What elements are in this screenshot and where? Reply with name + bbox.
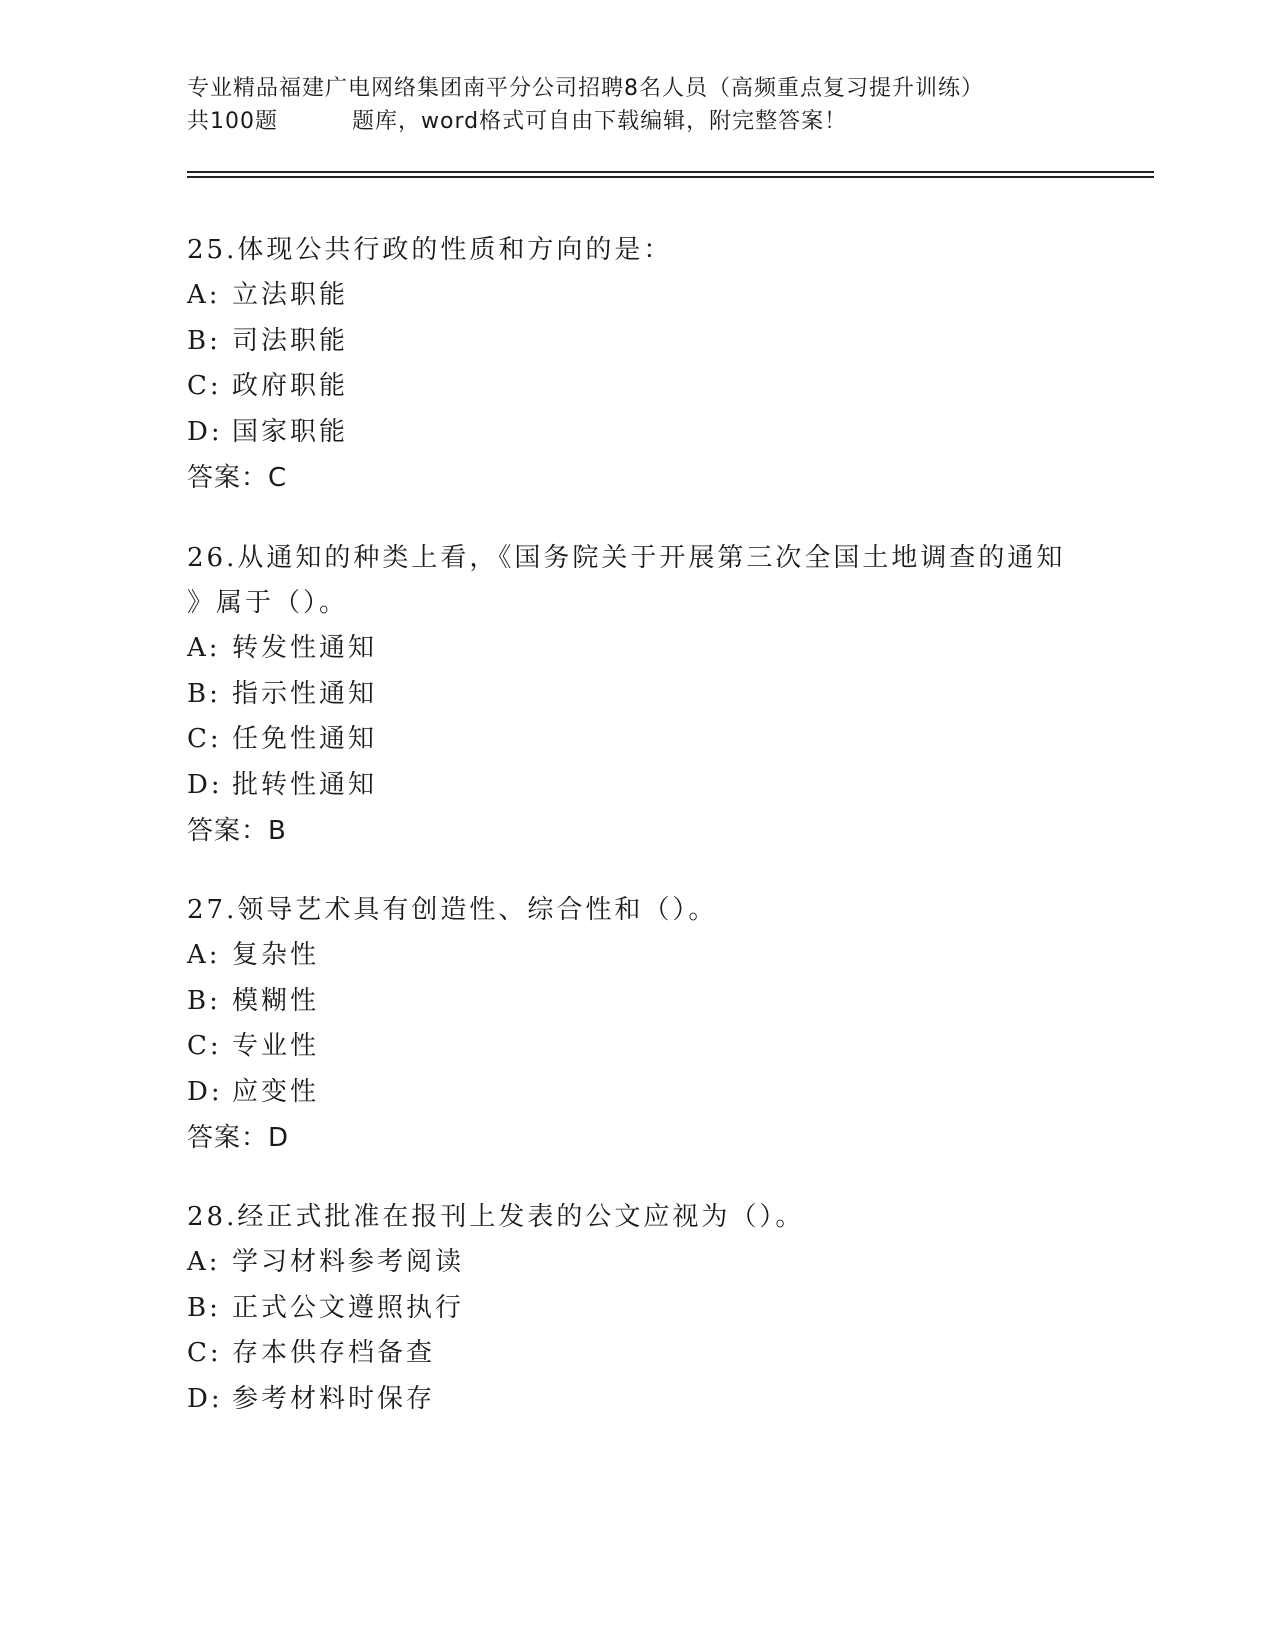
option-text: 学习材料参考阅读	[232, 1247, 465, 1277]
option-text: 存本供存档备查	[232, 1338, 436, 1368]
option-c	[187, 1024, 1087, 1070]
question-stem: 25.体现公共行政的性质和方向的是：	[187, 235, 673, 265]
option-key: A:	[187, 280, 221, 310]
option-text: 立法职能	[232, 280, 349, 310]
option-text: 参考材料时保存	[232, 1383, 436, 1414]
option-text: 转发性通知	[232, 633, 378, 663]
option-a	[187, 1240, 1087, 1286]
header-description: 题库，word格式可自由下载编辑，附完整答案！	[352, 109, 848, 134]
header-divider-bottom	[187, 176, 1154, 178]
header-subtitle-line	[187, 105, 1147, 138]
option-c	[187, 1331, 1087, 1377]
option-a	[187, 626, 1087, 672]
question-stem: 28.经正式批准在报刊上发表的公文应视为（）。	[187, 1202, 805, 1232]
option-key: C:	[187, 371, 222, 401]
answer: 答案：D	[187, 1123, 290, 1153]
question-25	[187, 228, 1087, 501]
option-text: 专业性	[232, 1031, 320, 1061]
option-key: C:	[187, 724, 222, 754]
option-d	[187, 763, 1087, 809]
option-d	[187, 1377, 1087, 1423]
question-stem: 26.从通知的种类上看，《国务院关于开展第三次全国土地调查的通知	[187, 543, 1066, 573]
option-text: 复杂性	[232, 940, 320, 970]
header-title-line: 专业精品福建广电网络集团南平分公司招聘8名人员（高频重点复习提升训练）	[187, 76, 984, 101]
option-text: 正式公文遵照执行	[232, 1292, 465, 1323]
document-header	[187, 72, 1147, 138]
option-a	[187, 273, 1087, 319]
header-divider-top	[187, 171, 1154, 173]
option-text: 任免性通知	[232, 724, 378, 754]
option-b	[187, 979, 1087, 1025]
question-26	[187, 536, 1087, 854]
option-key: B:	[187, 985, 221, 1016]
option-key: A:	[187, 633, 221, 663]
option-key: B:	[187, 325, 221, 356]
option-key: C:	[187, 1338, 222, 1368]
option-b	[187, 1286, 1087, 1332]
option-text: 模糊性	[232, 985, 320, 1016]
option-text: 批转性通知	[232, 769, 378, 800]
option-c	[187, 717, 1087, 763]
option-key: D:	[187, 769, 223, 800]
option-b	[187, 319, 1087, 365]
option-b	[187, 672, 1087, 718]
question-28	[187, 1195, 1087, 1422]
question-27	[187, 888, 1087, 1161]
option-text: 指示性通知	[232, 678, 378, 709]
option-key: D:	[187, 1383, 223, 1414]
option-text: 司法职能	[232, 325, 349, 356]
answer: 答案：C	[187, 463, 288, 493]
question-stem-continued: 》属于（）。	[187, 588, 349, 618]
option-key: A:	[187, 940, 221, 970]
header-question-count: 共100题	[187, 109, 278, 134]
option-text: 国家职能	[232, 416, 349, 447]
option-key: A:	[187, 1247, 221, 1277]
option-key: C:	[187, 1031, 222, 1061]
option-a	[187, 933, 1087, 979]
option-key: B:	[187, 1292, 221, 1323]
option-c	[187, 364, 1087, 410]
option-key: B:	[187, 678, 221, 709]
question-stem: 27.领导艺术具有创造性、综合性和（）。	[187, 895, 718, 925]
answer: 答案：B	[187, 816, 287, 846]
option-key: D:	[187, 416, 223, 447]
option-d	[187, 1070, 1087, 1116]
option-key: D:	[187, 1076, 223, 1107]
option-d	[187, 410, 1087, 456]
option-text: 应变性	[232, 1076, 320, 1107]
option-text: 政府职能	[232, 371, 349, 401]
